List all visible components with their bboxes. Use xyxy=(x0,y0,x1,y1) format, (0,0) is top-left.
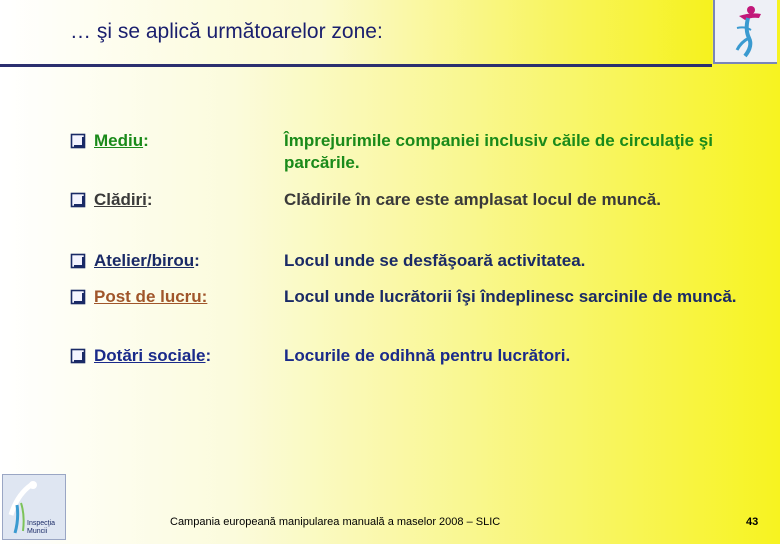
item-description: Locurile de odihnă pentru lucrători. xyxy=(284,346,571,365)
checkbox-bullet-icon xyxy=(70,133,86,149)
item-description: Locul unde lucrătorii îşi îndeplinesc sarcinile de muncă. xyxy=(284,287,737,306)
figure-logo-icon xyxy=(3,475,65,539)
item-label: Mediu: xyxy=(94,131,149,150)
checkbox-bullet-icon xyxy=(70,348,86,364)
dancing-figure-icon xyxy=(715,0,777,62)
footer-text: Campania europeană manipularea manuală a maselor 2008 – SLIC xyxy=(170,516,501,528)
slide-title: … şi se aplică următoarelor zone: xyxy=(70,20,383,43)
checkbox-bullet-icon xyxy=(70,192,86,208)
inspectia-muncii-logo xyxy=(2,474,66,540)
page-number: 43 xyxy=(746,516,759,528)
item-label: Dotări sociale: xyxy=(94,346,212,365)
title-bar xyxy=(0,0,712,67)
item-description: Clădirile în care este amplasat locul de muncă. xyxy=(284,190,661,209)
slic-logo xyxy=(713,0,777,64)
logo-line-2: Muncii xyxy=(27,528,48,535)
item-label: Atelier/birou: xyxy=(94,251,200,270)
logo-line-1: Inspecţia xyxy=(27,520,56,527)
checkbox-bullet-icon xyxy=(70,253,86,269)
item-label: Clădiri: xyxy=(94,190,153,209)
item-description: Împrejurimile companiei inclusiv căile de circulaţie şi parcările. xyxy=(284,131,713,172)
item-label: Post de lucru: xyxy=(94,287,208,306)
checkbox-bullet-icon xyxy=(70,289,86,305)
item-description: Locul unde se desfăşoară activitatea. xyxy=(284,251,586,270)
